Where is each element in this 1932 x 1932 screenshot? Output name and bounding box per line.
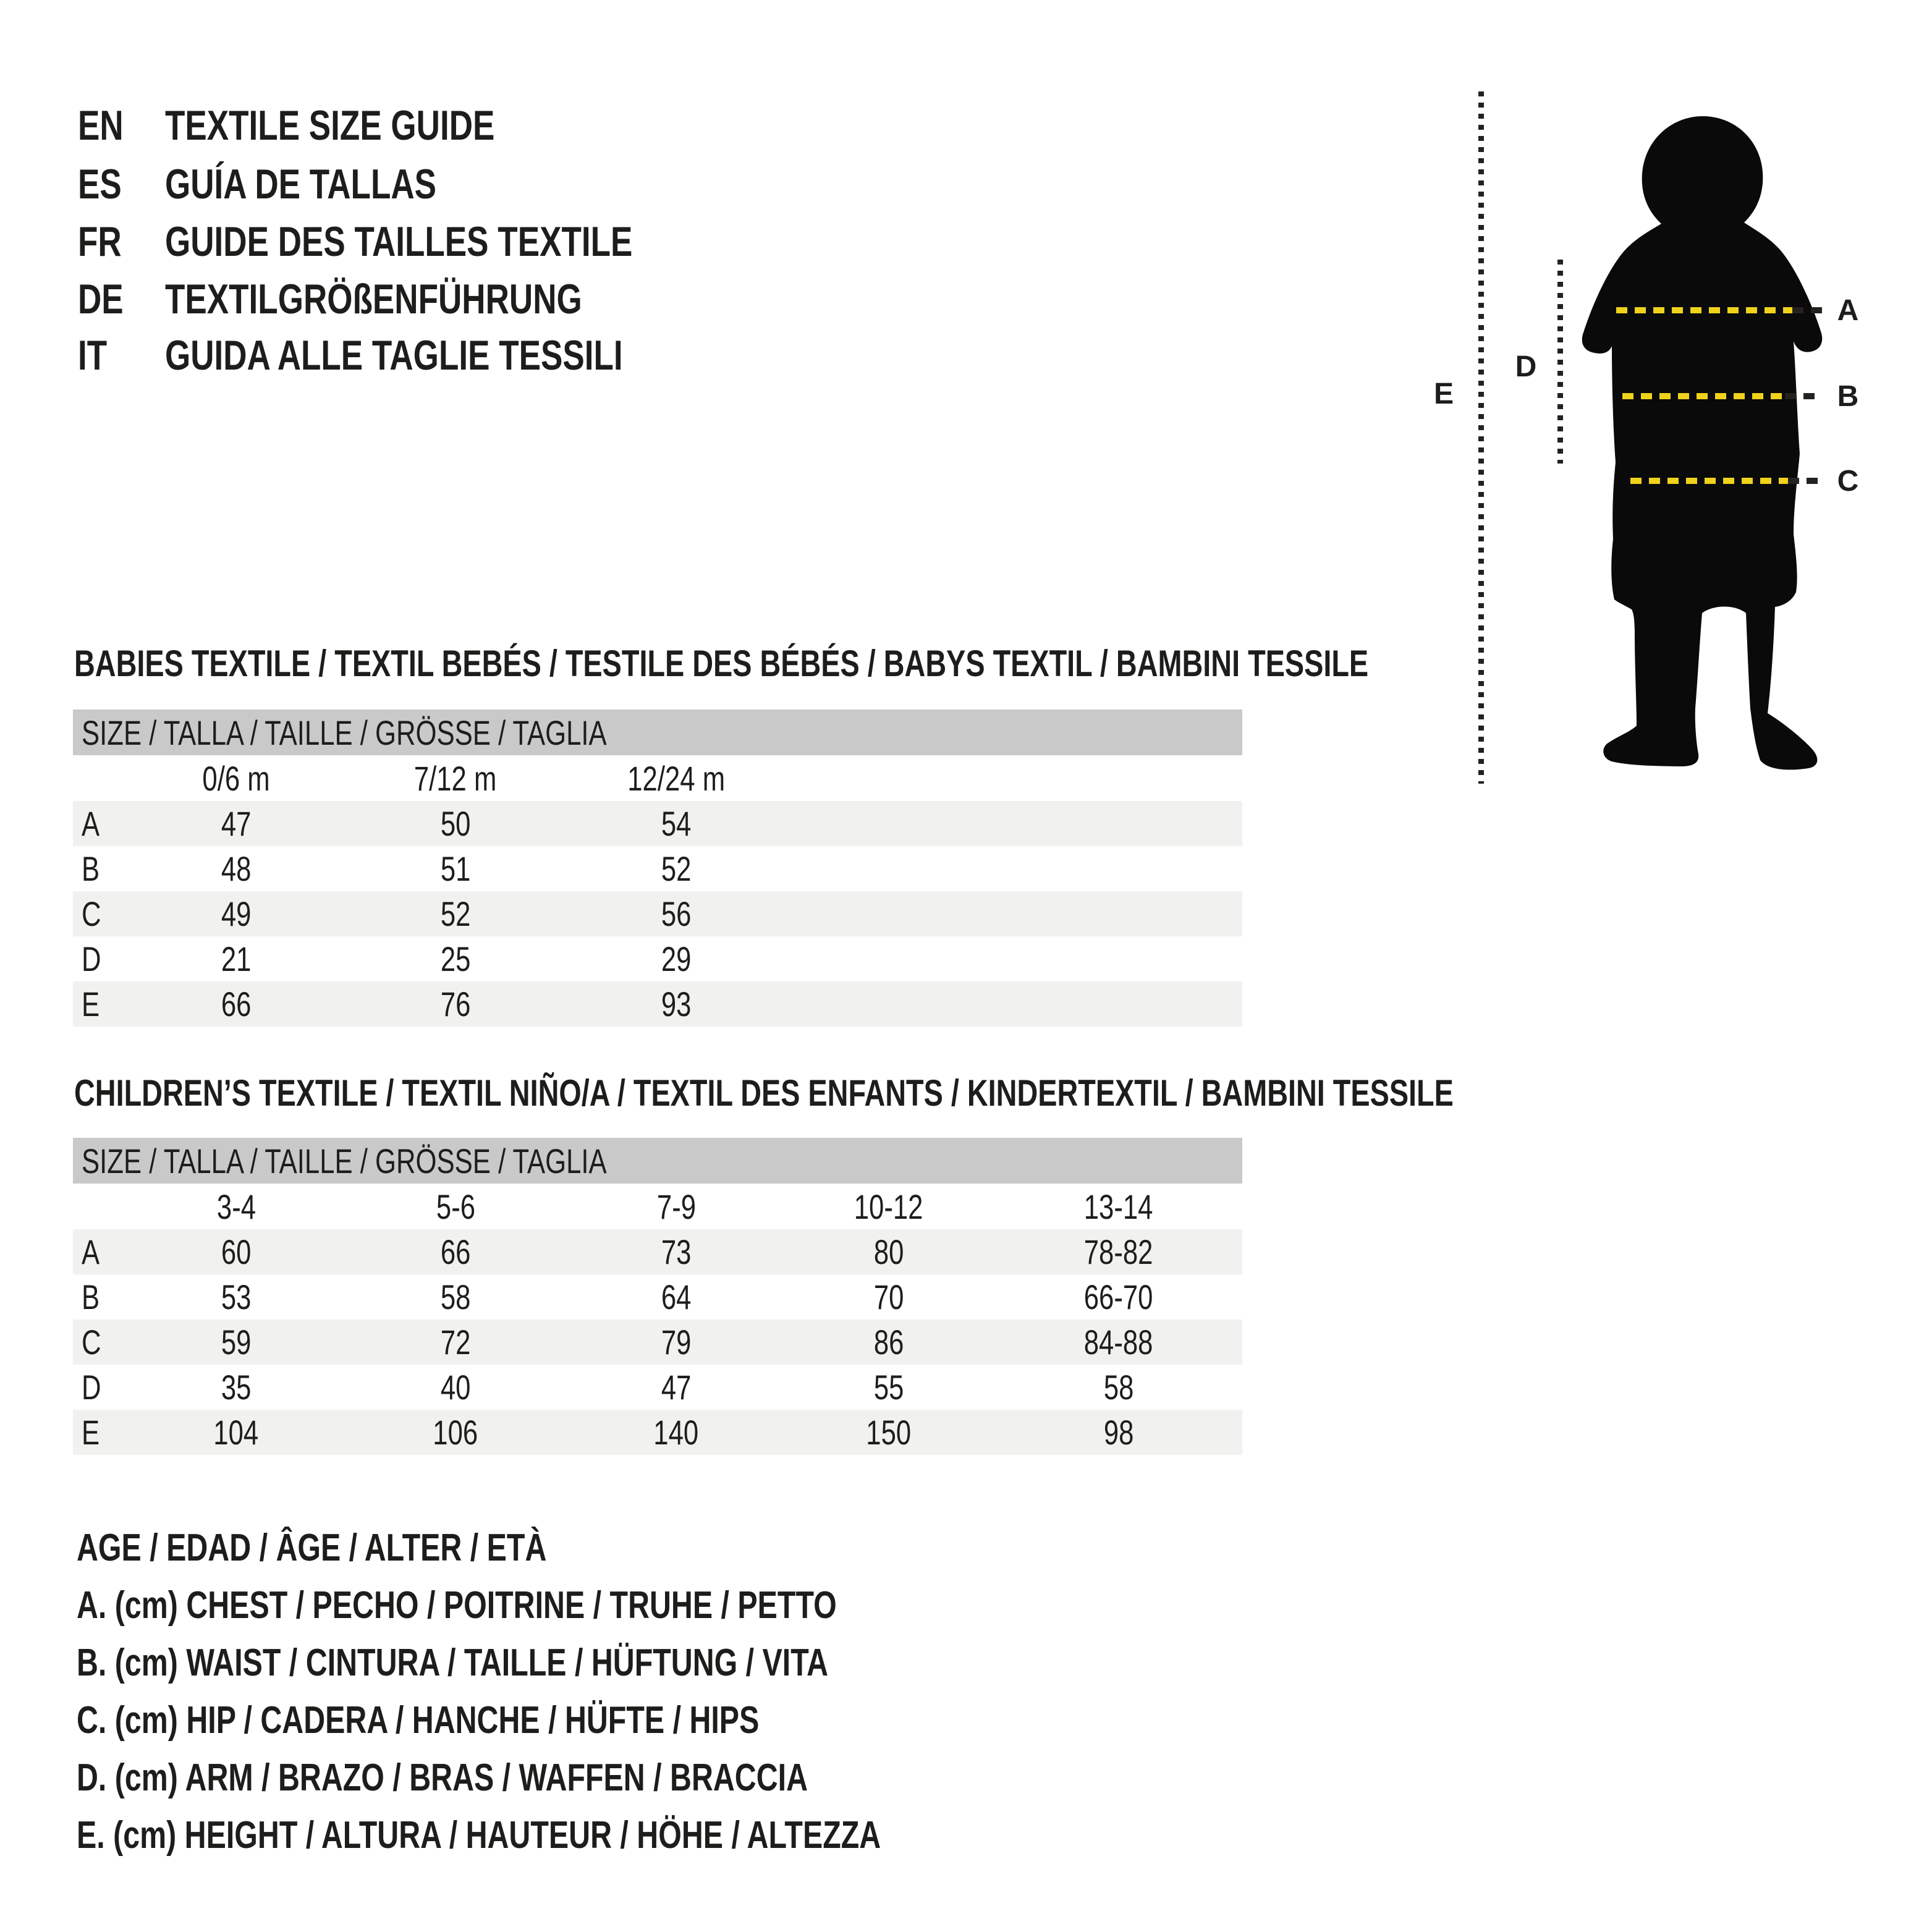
table-cell: 70 <box>873 1277 904 1316</box>
table-cell: 55 <box>873 1368 904 1407</box>
babies-col-header: 7/12 m <box>414 758 497 798</box>
legend-line-age <box>77 1519 679 1577</box>
table-cell: 53 <box>221 1277 252 1316</box>
language-row-fr <box>78 212 765 271</box>
table-cell: 93 <box>661 985 692 1023</box>
table-cell: 80 <box>873 1232 904 1271</box>
legend-line-arm <box>77 1748 1014 1807</box>
children-col-header: 7-9 <box>656 1187 696 1226</box>
table-cell: 84-88 <box>1084 1323 1153 1362</box>
table-cell: 106 <box>433 1413 478 1452</box>
children-col-header: 10-12 <box>854 1187 923 1226</box>
language-code: EN <box>78 102 124 149</box>
legend-text: D. (cm) ARM / BRAZO / BRAS / WAFFEN / BRACCIA <box>77 1756 808 1799</box>
table-cell: 50 <box>440 804 471 843</box>
table-cell: 140 <box>653 1413 699 1452</box>
children-section-heading-text: CHILDREN’S TEXTILE / TEXTIL NIÑO/A / TEXTIL DES ENFANTS / KINDERTEXTIL / BAMBINI TESSILE <box>74 1072 1454 1114</box>
row-label: A <box>82 804 100 843</box>
table-cell: 47 <box>221 804 252 843</box>
language-code: FR <box>78 218 122 265</box>
row-label: B <box>82 1277 100 1316</box>
table-cell: 54 <box>661 804 692 843</box>
arm-measure-dotted-line <box>1557 260 1563 464</box>
babies-col-header: 0/6 m <box>202 758 270 798</box>
row-label: C <box>82 894 101 933</box>
table-cell: 29 <box>661 939 692 978</box>
table-cell: 52 <box>661 849 692 888</box>
babies-size-header-text: SIZE / TALLA / TAILLE / GRÖSSE / TAGLIA <box>82 713 607 752</box>
babies-table-row <box>73 846 1242 891</box>
table-cell: 64 <box>661 1277 692 1316</box>
table-cell: 58 <box>440 1277 471 1316</box>
children-size-header-bar <box>73 1138 1242 1184</box>
babies-table-row <box>73 936 1242 981</box>
children-table-row <box>73 1410 1242 1455</box>
babies-table-row <box>73 981 1242 1027</box>
table-cell: 58 <box>1103 1368 1134 1407</box>
table-cell: 51 <box>440 849 471 888</box>
table-cell: 76 <box>440 985 471 1023</box>
table-cell: 21 <box>221 939 252 978</box>
legend-text: A. (cm) CHEST / PECHO / POITRINE / TRUHE / PETTO <box>77 1583 837 1627</box>
table-cell: 66 <box>221 985 252 1023</box>
language-code: ES <box>78 161 122 208</box>
row-label: B <box>82 849 100 888</box>
babies-section-heading <box>74 640 1734 687</box>
legend-line-waist <box>77 1633 1040 1692</box>
language-title: GUIDE DES TAILLES TEXTILE <box>165 218 633 265</box>
waist-measure-line-extension <box>1785 393 1822 399</box>
language-title: GUÍA DE TALLAS <box>165 161 437 208</box>
hip-measure-line-extension <box>1788 478 1822 484</box>
table-cell: 49 <box>221 894 252 933</box>
language-title: TEXTILE SIZE GUIDE <box>165 102 495 149</box>
table-cell: 25 <box>440 939 471 978</box>
row-label: A <box>82 1232 100 1271</box>
language-title: TEXTILGRÖßENFÜHRUNG <box>165 276 582 323</box>
table-cell: 59 <box>221 1323 252 1362</box>
legend-line-chest <box>77 1576 1051 1634</box>
babies-table-row <box>73 891 1242 936</box>
table-cell: 40 <box>440 1368 471 1407</box>
row-label: D <box>82 1368 101 1407</box>
figure-label-waist: B <box>1837 379 1859 413</box>
table-cell: 52 <box>440 894 471 933</box>
figure-label-chest: A <box>1837 294 1859 327</box>
row-label: D <box>82 939 101 978</box>
children-section-heading <box>74 1069 1842 1116</box>
figure-label-height: E <box>1433 377 1454 410</box>
table-cell: 72 <box>440 1323 471 1362</box>
table-cell: 56 <box>661 894 692 933</box>
table-cell: 79 <box>661 1323 692 1362</box>
table-cell: 98 <box>1103 1413 1134 1452</box>
language-row-it <box>78 326 752 385</box>
legend-line-hip <box>77 1691 952 1749</box>
waist-measure-line <box>1622 393 1785 399</box>
children-column-header-row <box>73 1184 1242 1229</box>
table-cell: 150 <box>866 1413 912 1452</box>
table-cell: 35 <box>221 1368 252 1407</box>
language-code: DE <box>78 276 124 323</box>
figure-label-arm: D <box>1515 350 1537 383</box>
table-cell: 66-70 <box>1084 1277 1153 1316</box>
language-row-es <box>78 155 513 214</box>
figure-label-hip: C <box>1837 464 1859 498</box>
legend-text: AGE / EDAD / ÂGE / ALTER / ETÀ <box>77 1526 547 1569</box>
legend-line-height <box>77 1806 1108 1864</box>
language-row-de <box>78 269 700 329</box>
table-cell: 86 <box>873 1323 904 1362</box>
table-cell: 73 <box>661 1232 692 1271</box>
children-table-row <box>73 1274 1242 1320</box>
row-label: E <box>82 1413 100 1452</box>
babies-column-header-row <box>73 755 1242 801</box>
children-table-row <box>73 1229 1242 1274</box>
table-cell: 78-82 <box>1084 1232 1153 1271</box>
legend-text: E. (cm) HEIGHT / ALTURA / HAUTEUR / HÖHE / ALTEZZA <box>77 1813 881 1857</box>
table-cell: 104 <box>213 1413 259 1452</box>
row-label: E <box>82 985 100 1023</box>
table-cell: 47 <box>661 1368 692 1407</box>
row-label: C <box>82 1323 101 1362</box>
children-size-header-text: SIZE / TALLA / TAILLE / GRÖSSE / TAGLIA <box>82 1141 607 1180</box>
chest-measure-line <box>1616 307 1792 313</box>
children-col-header: 13-14 <box>1084 1187 1153 1226</box>
babies-section-heading-text: BABIES TEXTILE / TEXTIL BEBÉS / TESTILE DES BÉBÉS / BABYS TEXTIL / BAMBINI TESSILE <box>74 642 1369 684</box>
children-col-header: 5-6 <box>436 1187 475 1226</box>
babies-size-header-bar <box>73 710 1242 755</box>
language-code: IT <box>78 332 108 379</box>
language-row-en <box>78 96 588 155</box>
babies-table-row <box>73 801 1242 846</box>
babies-col-header: 12/24 m <box>627 758 725 798</box>
hip-measure-line <box>1630 478 1788 484</box>
chest-measure-line-extension <box>1792 307 1822 313</box>
children-col-header: 3-4 <box>216 1187 256 1226</box>
legend-text: B. (cm) WAIST / CINTURA / TAILLE / HÜFTUNG / VITA <box>77 1641 829 1684</box>
table-cell: 66 <box>440 1232 471 1271</box>
table-cell: 60 <box>221 1232 252 1271</box>
legend-text: C. (cm) HIP / CADERA / HANCHE / HÜFTE / HIPS <box>77 1698 760 1742</box>
children-size-table <box>73 1138 1242 1455</box>
children-table-row <box>73 1365 1242 1410</box>
language-title: GUIDA ALLE TAGLIE TESSILI <box>165 332 623 379</box>
children-table-row <box>73 1320 1242 1365</box>
babies-size-table <box>73 710 1242 1027</box>
table-cell: 48 <box>221 849 252 888</box>
